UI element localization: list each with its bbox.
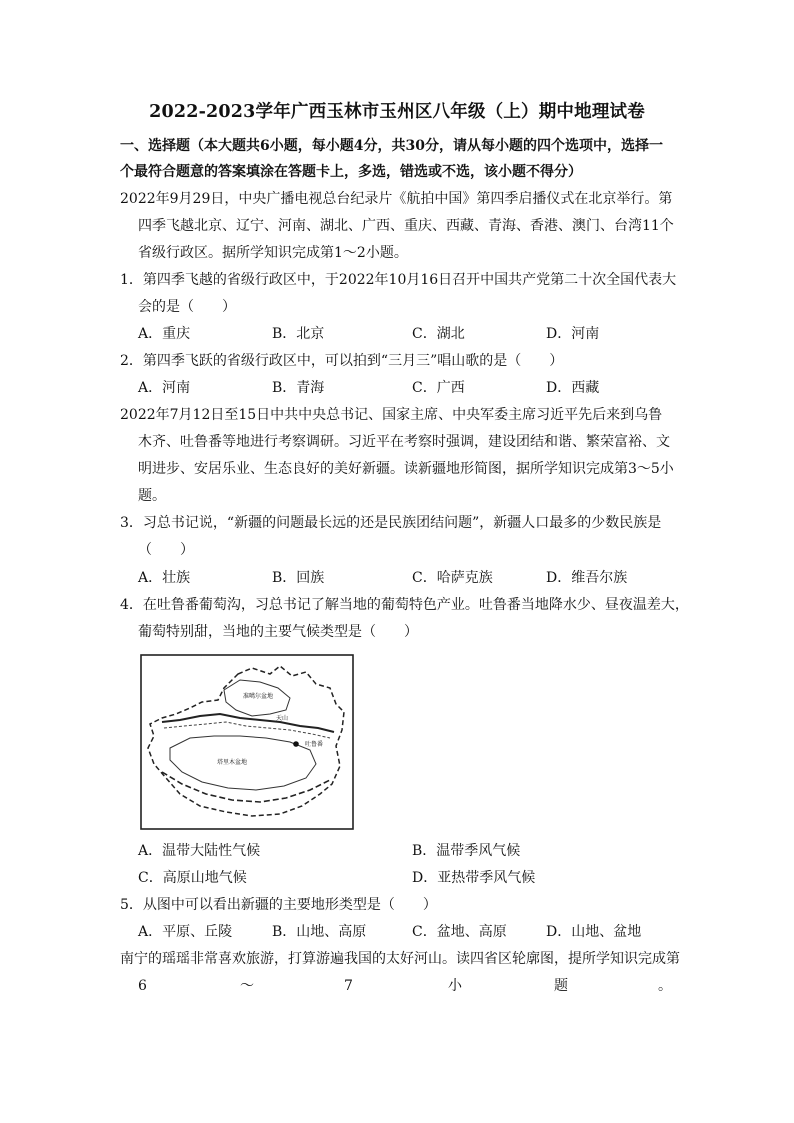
question-2-option-a: A．河南 [138,380,191,396]
intro-2-line-1: 2022年7月12日至15日中共中央总书记、国家主席、中央军委主席习近平先后来到乌鲁 [120,407,663,423]
question-4-line-1: 4．在吐鲁番葡萄沟，习总书记了解当地的葡萄特色产业。吐鲁番当地降水少、昼夜温差大， [120,597,689,613]
intro-3-line-1: 南宁的瑶瑶非常喜欢旅游，打算游遍我国的太好河山。读四省区轮廓图，提所学知识完成第 [120,951,680,967]
question-4-option-c: C．高原山地气候 [138,870,247,886]
intro-2-line-4: 题。 [138,488,166,504]
question-4-option-b: B．温带季风气候 [412,843,521,859]
turpan-marker [293,741,299,747]
intro-1-line-2: 四季飞越北京、辽宁、河南、湖北、广西、重庆、西藏、青海、香港、澳门、台湾11个 [138,218,674,234]
exam-title: 2022-2023学年广西玉林市玉州区八年级（上）期中地理试卷 [149,102,645,122]
question-2-option-b: B．青海 [272,380,325,396]
question-1-line-1: 1．第四季飞越的省级行政区中，于2022年10月16日召开中国共产党第二十次全国代表大 [120,272,677,288]
question-3-line-2: （ ） [138,542,194,558]
map-label-tarim: 塔里木盆地 [216,759,248,766]
xinjiang-terrain-map [140,654,354,830]
map-label-dzungaria: 准噶尔盆地 [242,693,274,700]
question-2-option-c: C．广西 [412,380,465,396]
question-4-line-2: 葡萄特别甜，当地的主要气候类型是（ ） [138,624,418,640]
map-label-turpan: 吐鲁番 [304,741,324,748]
question-5-option-b: B．山地、高原 [272,924,367,940]
question-1-line-2: 会的是（ ） [138,299,236,315]
intro-3-part-1: 6 [138,978,147,994]
question-5-option-a: A．平原、丘陵 [138,924,233,940]
intro-3-part-6: 。 [658,978,672,994]
intro-3-part-3: 7 [344,978,353,994]
question-4-option-d: D．亚热带季风气候 [412,870,536,886]
question-2-option-d: D．西藏 [546,380,600,396]
intro-3-part-4: 小 [448,978,462,994]
question-3-line-1: 3．习总书记说，“新疆的问题最长远的还是民族团结问题”，新疆人口最多的少数民族是 [120,515,662,531]
map-label-tianshan: 天山 [275,715,289,722]
question-5-option-d: D．山地、盆地 [546,924,642,940]
intro-2-line-3: 明进步、安居乐业、生态良好的美好新疆。读新疆地形简图，据所学知识完成第3～5小 [138,461,674,477]
question-3-option-d: D．维吾尔族 [546,570,628,586]
question-3-option-c: C．哈萨克族 [412,570,493,586]
question-3-option-b: B．回族 [272,570,325,586]
question-5-option-c: C．盆地、高原 [412,924,507,940]
question-5-line-1: 5．从图中可以看出新疆的主要地形类型是（ ） [120,897,437,913]
question-3-option-a: A．壮族 [138,570,191,586]
question-1-option-d: D．河南 [546,326,600,342]
question-2-line-1: 2．第四季飞跃的省级行政区中，可以拍到“三月三”唱山歌的是（ ） [120,353,564,369]
question-1-option-c: C．湖北 [412,326,465,342]
question-1-option-a: A．重庆 [138,326,191,342]
question-4-option-a: A．温带大陆性气候 [138,843,261,859]
intro-1-line-3: 省级行政区。据所学知识完成第1～2小题。 [138,245,408,261]
intro-3-part-5: 题 [554,978,568,994]
intro-3-part-2: ～ [240,978,254,994]
intro-2-line-2: 木齐、吐鲁番等地进行考察调研。习近平在考察时强调，建设团结和谐、繁荣富裕、文 [138,434,670,450]
intro-1-line-1: 2022年9月29日，中央广播电视总台纪录片《航拍中国》第四季启播仪式在北京举行。第 [120,191,673,207]
question-1-option-b: B．北京 [272,326,325,342]
section-heading-line-1: 一、选择题（本大题共6小题，每小题4分，共30分，请从每小题的四个选项中，选择一 [120,138,663,154]
section-heading-line-2: 个最符合题意的答案填涂在答题卡上，多选，错选或不选，该小题不得分） [120,164,582,180]
